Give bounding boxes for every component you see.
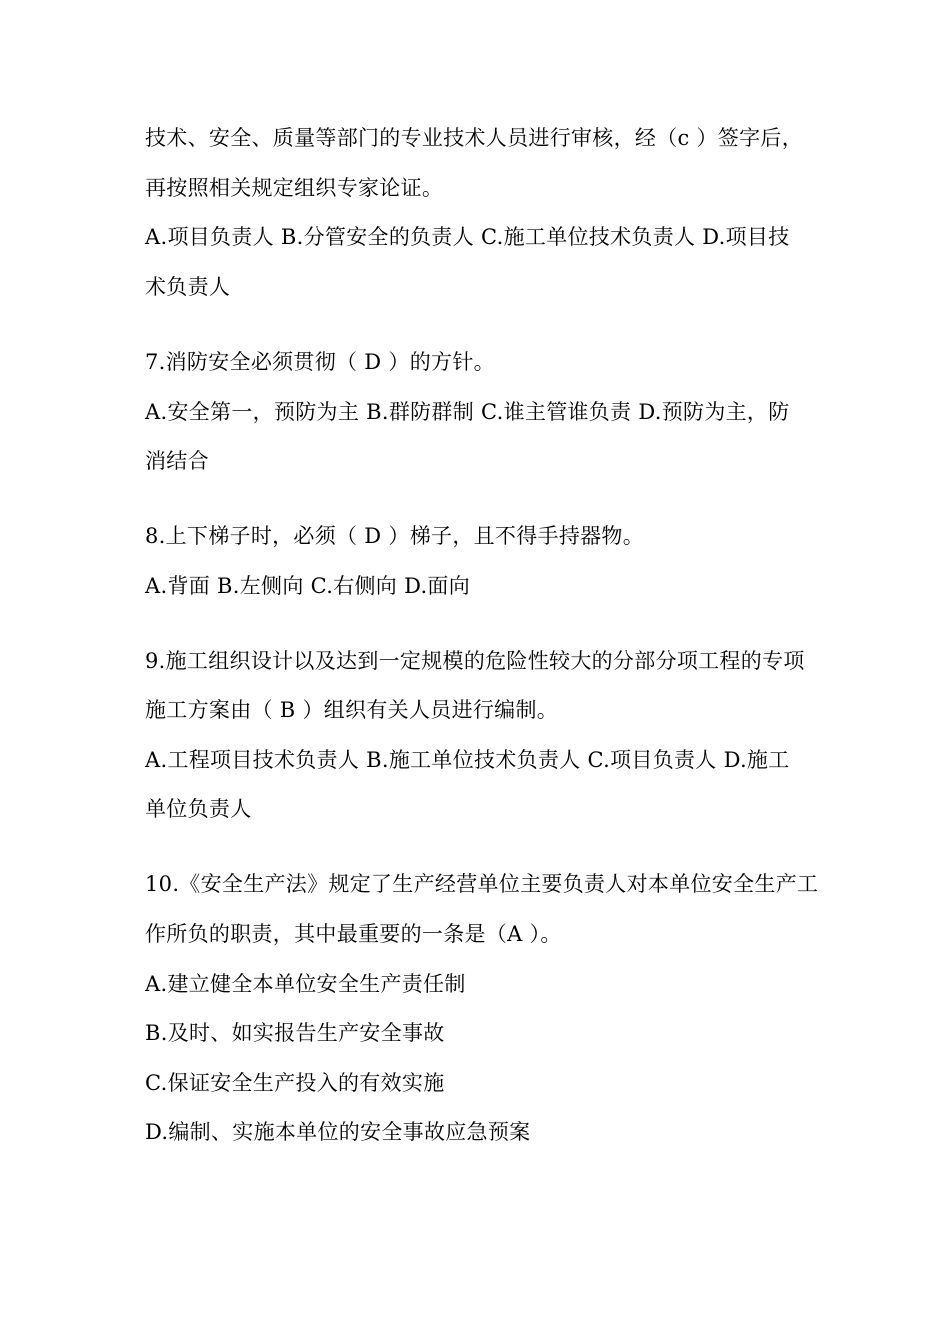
question-10-option-c: C.保证安全生产投入的有效实施 xyxy=(145,1071,445,1095)
question-7-options-line-1: A.安全第一，预防为主 B.群防群制 C.谁主管谁负责 D.预防为主，防 xyxy=(145,400,790,424)
question-9-options-line-1: A.工程项目技术负责人 B.施工单位技术负责人 C.项目负责人 D.施工 xyxy=(145,748,790,772)
question-9-options-line-2: 单位负责人 xyxy=(145,797,252,821)
question-6-options-line-2: 术负责人 xyxy=(145,275,231,299)
question-10-option-d: D.编制、实施本单位的安全事故应急预案 xyxy=(145,1120,531,1144)
question-6-text-line-1: 技术、安全、质量等部门的专业技术人员进行审核，经（c ）签字后， xyxy=(145,126,804,150)
question-10-text-line-2: 作所负的职责，其中最重要的一条是（A ）。 xyxy=(145,922,562,946)
question-9-text-line-2: 施工方案由（ B ）组织有关人员进行编制。 xyxy=(145,698,559,722)
question-8-text: 8.上下梯子时，必须（ D ）梯子，且不得手持器物。 xyxy=(145,524,645,548)
question-6-text-line-2: 再按照相关规定组织专家论证。 xyxy=(145,176,444,200)
question-10-option-b: B.及时、如实报告生产安全事故 xyxy=(145,1021,445,1045)
question-7-text: 7.消防安全必须贯彻（ D ）的方针。 xyxy=(145,350,495,374)
question-10-option-a: A.建立健全本单位安全生产责任制 xyxy=(145,972,466,996)
question-6-options-line-1: A.项目负责人 B.分管安全的负责人 C.施工单位技术负责人 D.项目技 xyxy=(145,225,790,249)
question-7-options-line-2: 消结合 xyxy=(145,449,209,473)
question-10-text-line-1: 10.《安全生产法》规定了生产经营单位主要负责人对本单位安全生产工 xyxy=(145,872,819,896)
question-8-options: A.背面 B.左侧向 C.右侧向 D.面向 xyxy=(145,574,471,598)
question-9-text-line-1: 9.施工组织设计以及达到一定规模的危险性较大的分部分项工程的专项 xyxy=(145,649,805,673)
